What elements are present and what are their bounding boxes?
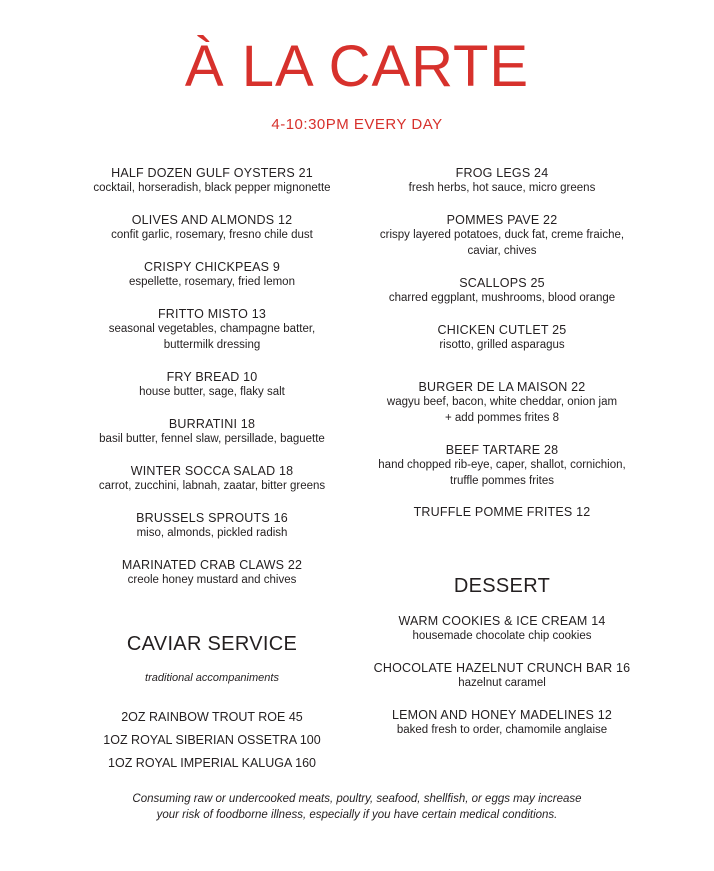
item-name: CHOCOLATE HAZELNUT CRUNCH BAR 16: [373, 661, 631, 675]
food-safety-disclaimer: [0, 791, 714, 823]
item-desc: buttermilk dressing: [163, 338, 261, 351]
menu-item-oysters: [62, 165, 362, 197]
menu-item-burratini: [62, 416, 362, 448]
item-desc: confit garlic, rosemary, fresno chile dust: [111, 229, 313, 241]
menu-item-scallops: [352, 275, 652, 307]
dessert-item-crunch-bar: [352, 660, 652, 692]
item-name: FRITTO MISTO 13: [157, 307, 267, 321]
item-desc: fresh herbs, hot sauce, micro greens: [408, 182, 596, 194]
caviar-note: traditional accompaniments: [145, 672, 279, 684]
caviar-item: 2OZ RAINBOW TROUT ROE 45: [121, 710, 303, 724]
menu-hours: 4-10:30PM EVERY DAY: [271, 116, 443, 133]
item-desc: wagyu beef, bacon, white cheddar, onion jam: [386, 396, 618, 408]
item-desc: miso, almonds, pickled radish: [136, 527, 288, 539]
menu-item-chickpeas: [62, 259, 362, 291]
item-desc: caviar, chives: [467, 244, 537, 257]
item-desc: risotto, grilled asparagus: [439, 339, 565, 351]
menu-item-frog-legs: [352, 165, 652, 197]
caviar-item: 1OZ ROYAL SIBERIAN OSSETRA 100: [103, 733, 321, 747]
item-desc: carrot, zucchini, labnah, zaatar, bitter greens: [98, 480, 326, 492]
item-desc: creole honey mustard and chives: [127, 574, 297, 586]
item-desc: charred eggplant, mushrooms, blood orange: [388, 292, 616, 304]
item-desc: + add pommes frites 8: [444, 411, 560, 424]
item-name: WINTER SOCCA SALAD 18: [130, 464, 294, 478]
item-name: BURRATINI 18: [168, 417, 256, 431]
item-name: FRY BREAD 10: [166, 370, 258, 384]
item-desc: housemade chocolate chip cookies: [412, 630, 592, 642]
dessert-section-title: DESSERT: [453, 575, 551, 597]
menu-item-brussels-sprouts: [62, 510, 362, 542]
dessert-item-cookies: [352, 613, 652, 645]
item-name: CHICKEN CUTLET 25: [437, 323, 567, 337]
item-desc: hazelnut caramel: [458, 677, 546, 689]
caviar-item: 1OZ ROYAL IMPERIAL KALUGA 160: [108, 756, 316, 770]
item-name: POMMES PAVE 22: [446, 213, 558, 227]
item-name: BEEF TARTARE 28: [445, 443, 559, 457]
item-desc: basil butter, fennel slaw, persillade, baguette: [99, 433, 325, 445]
menu-item-fry-bread: [62, 369, 362, 401]
menu-item-olives: [62, 212, 362, 244]
item-desc: espellette, rosemary, fried lemon: [129, 276, 295, 288]
item-desc: crispy layered potatoes, duck fat, creme fraiche,: [379, 229, 625, 241]
menu-item-crab-claws: [62, 557, 362, 589]
menu-item-chicken-cutlet: [352, 322, 652, 354]
menu-item-burger: [352, 379, 652, 426]
item-name: CRISPY CHICKPEAS 9: [143, 260, 281, 274]
menu-item-pommes-pave: [352, 212, 652, 259]
item-desc: house butter, sage, flaky salt: [139, 386, 285, 398]
item-desc: truffle pommes frites: [450, 474, 554, 487]
item-name: HALF DOZEN GULF OYSTERS 21: [111, 166, 313, 180]
item-name: OLIVES AND ALMONDS 12: [131, 213, 293, 227]
menu-title: À LA CARTE: [184, 34, 530, 99]
item-name: BURGER DE LA MAISON 22: [418, 380, 586, 394]
item-name: SCALLOPS 25: [459, 276, 545, 290]
item-name: FROG LEGS 24: [455, 166, 549, 180]
item-name: BRUSSELS SPROUTS 16: [136, 511, 288, 525]
disclaimer-line: your risk of foodborne illness, especially if you have certain medical conditions.: [156, 809, 558, 821]
item-name: WARM COOKIES & ICE CREAM 14: [398, 614, 606, 628]
item-desc: seasonal vegetables, champagne batter,: [108, 323, 316, 335]
caviar-section-title: CAVIAR SERVICE: [126, 633, 298, 655]
item-name: MARINATED CRAB CLAWS 22: [121, 558, 303, 572]
item-desc: cocktail, horseradish, black pepper mignonette: [93, 182, 331, 194]
item-name: TRUFFLE POMME FRITES 12: [413, 505, 591, 519]
item-desc: baked fresh to order, chamomile anglaise: [396, 724, 608, 736]
menu-item-fritto-misto: [62, 306, 362, 353]
menu-item-truffle-frites: [352, 504, 652, 520]
item-desc: hand chopped rib-eye, caper, shallot, cornichion,: [378, 459, 626, 471]
dessert-item-madelines: [352, 707, 652, 739]
item-name: LEMON AND HONEY MADELINES 12: [391, 708, 613, 722]
disclaimer-line: Consuming raw or undercooked meats, poultry, seafood, shellfish, or eggs may increase: [132, 793, 582, 805]
menu-item-socca-salad: [62, 463, 362, 495]
menu-item-beef-tartare: [352, 442, 652, 489]
